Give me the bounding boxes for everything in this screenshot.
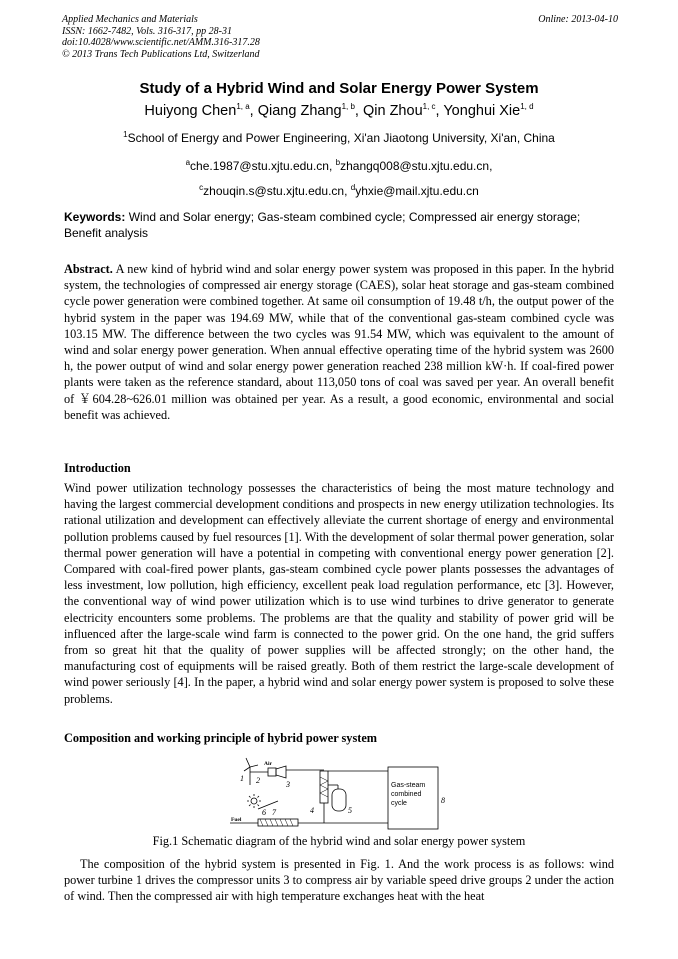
fuel-label: Fuel (231, 817, 242, 823)
author-sup: 1, a (236, 102, 250, 111)
abstract-label: Abstract. (64, 262, 113, 276)
drive-group (268, 768, 276, 776)
email-sup: b (335, 158, 341, 167)
heat-storage (258, 819, 298, 826)
affiliation (0, 130, 678, 145)
email-link[interactable]: che.1987@stu.xjtu.edu.cn (190, 159, 329, 173)
email-sup: a (185, 158, 191, 167)
label-8: 8 (441, 796, 445, 805)
air-storage-tank (332, 789, 346, 811)
system-schematic-figure (228, 755, 458, 831)
composition-text: The composition of the hybrid system is presented in Fig. 1. And the work process is as follows: wind power turbine 1 drives the compressor units 3 to compress air by variable speed drive groups 2 under the action of wind. Then the compressed air with high temperature exchanges heat with the heat (64, 857, 614, 904)
label-6: 6 (262, 808, 266, 817)
paper-title: Study of a Hybrid Wind and Solar Energy Power System (139, 80, 539, 97)
gas-steam-cycle-box (388, 767, 438, 829)
label-1: 1 (240, 774, 244, 783)
email-link[interactable]: zhouqin.s@stu.xjtu.edu.cn (203, 184, 345, 198)
keywords-label: Keywords: (64, 210, 126, 224)
author-sup: 1, d (520, 102, 534, 111)
affiliation-text: School of Energy and Power Engineering, Xi'an Jiaotong University, Xi'an, China (127, 131, 555, 145)
air-label: Air (264, 761, 272, 767)
abstract-text: A new kind of hybrid wind and solar energy power system was proposed in this paper. In the hybrid system, the technologies of compressed air energy storage (CAES), solar heat storage and gas-steam combined cycle power generation were combined together. At same oil consumption of 19.48 t/h, the output power of the hybrid system in the paper was 194.69 MW, while that of the conventional gas-steam combined cycle was 103.15 MW. The difference between the two cycles was 91.54 MW, which was equivalent to the amount of wind and solar energy power generation. When annual effective operating time of the hybrid system was 2600 h, the power output of wind and solar energy power generation reached 238 million kW·h. If coal-fired power plants were taken as the reference standard, about 113,050 tons of coal was saved per year. An overall benefit of ￥604.28~626.01 million was obtained per year. As a result, a good economic, environmental and social benefit was achieved. (64, 262, 614, 422)
label-7: 7 (272, 808, 276, 817)
introduction-text: Wind power utilization technology possesses the characteristics of being the most mature technology and having the largest commercial development conditions and prospects in new energy utilization technologies. Its rational utilization and development can effectively alleviate the current shortage of energy and environmental pollution problems caused by fuel resources [1]. With the development of solar thermal power generation, solar thermal power generation will have a potential in competing with conventional energy power generation [2]. Compared with coal-fired power plants, gas-steam combined cycle power plants possesses the advantages of less investment, low pollution, high efficiency, excellent peak load regulation performance, etc [3]. However, the conventional way of wind power utilization which is to use wind turbines to drive generator to generate electricity encounters some problems. The problems are that the quality and stability of power grid will be influenced after the large-scale wind farm is connected to the power grid. On the one hand, the grid suffers from so great hit that the quality of power supplies will be affected strongly; on the other hand, the manufacturing cost of equipments will be raised greatly. Both of them restrict the large-scale development of wind power seriously [4]. In the paper, a hybrid wind and solar energy power system is proposed to solve these problems. (64, 481, 614, 706)
compressor (276, 766, 286, 778)
sun-icon (251, 798, 257, 804)
label-2: 2 (256, 776, 260, 785)
email-sup: c (199, 183, 204, 192)
email-link[interactable]: zhangq008@stu.xjtu.edu.cn (340, 159, 490, 173)
journal-header (62, 14, 618, 60)
journal-name: Applied Mechanics and Materials (62, 14, 198, 25)
email-link[interactable]: yhxie@mail.xjtu.edu.cn (355, 184, 479, 198)
online-date: Online: 2013-04-10 (538, 14, 618, 25)
author-name: Yonghui Xie (443, 102, 521, 119)
composition-heading: Composition and working principle of hybrid power system (64, 731, 378, 745)
affiliation-sup: 1 (123, 130, 128, 139)
author-name: Qiang Zhang (257, 102, 342, 119)
copyright: © 2013 Trans Tech Publications Ltd, Switzerland (62, 48, 260, 60)
doi-link[interactable]: doi:10.4028/www.scientific.net/AMM.316-317.28 (62, 37, 260, 48)
figure-caption: Fig.1 Schematic diagram of the hybrid wind and solar energy power system (152, 834, 526, 848)
abstract (64, 261, 614, 423)
author-name: Huiyong Chen (144, 102, 237, 119)
keywords (64, 209, 614, 241)
keywords-text: Wind and Solar energy; Gas-steam combined cycle; Compressed air energy storage; Benefit analysis (64, 210, 581, 240)
turbine-blades (244, 758, 258, 771)
sun-rays (247, 794, 261, 808)
author-list: Huiyong Chen$^{1, a}$, Qiang Zhang$^{1, b}$, Qin Zhou$^{1, c}$, Yonghui Xie$^{1, d}$ (144, 102, 534, 119)
cycle-box-line1: Gas-steam (391, 782, 426, 789)
email-list: $^a$che.1987@stu.xjtu.edu.cn, $^b$zhangq008@stu.xjtu.edu.cn, $^c$zhouqin.s@stu.xjtu.edu.cn, $^d$yhxie@mail.xjtu.edu.cn (185, 158, 493, 198)
label-4: 4 (310, 806, 314, 815)
label-3: 3 (286, 780, 290, 789)
author-name: Qin Zhou (362, 102, 423, 119)
heat-exchanger-coil (320, 777, 328, 797)
author-sup: 1, c (422, 102, 436, 111)
label-5: 5 (348, 806, 352, 815)
introduction-heading: Introduction (64, 461, 131, 475)
issn: ISSN: 1662-7482, Vols. 316-317, pp 28-31 (62, 25, 232, 37)
author-sup: 1, b (341, 102, 355, 111)
cycle-box-line2: combined (391, 791, 422, 798)
email-sup: d (350, 183, 356, 192)
cycle-box-line3: cycle (391, 800, 407, 807)
